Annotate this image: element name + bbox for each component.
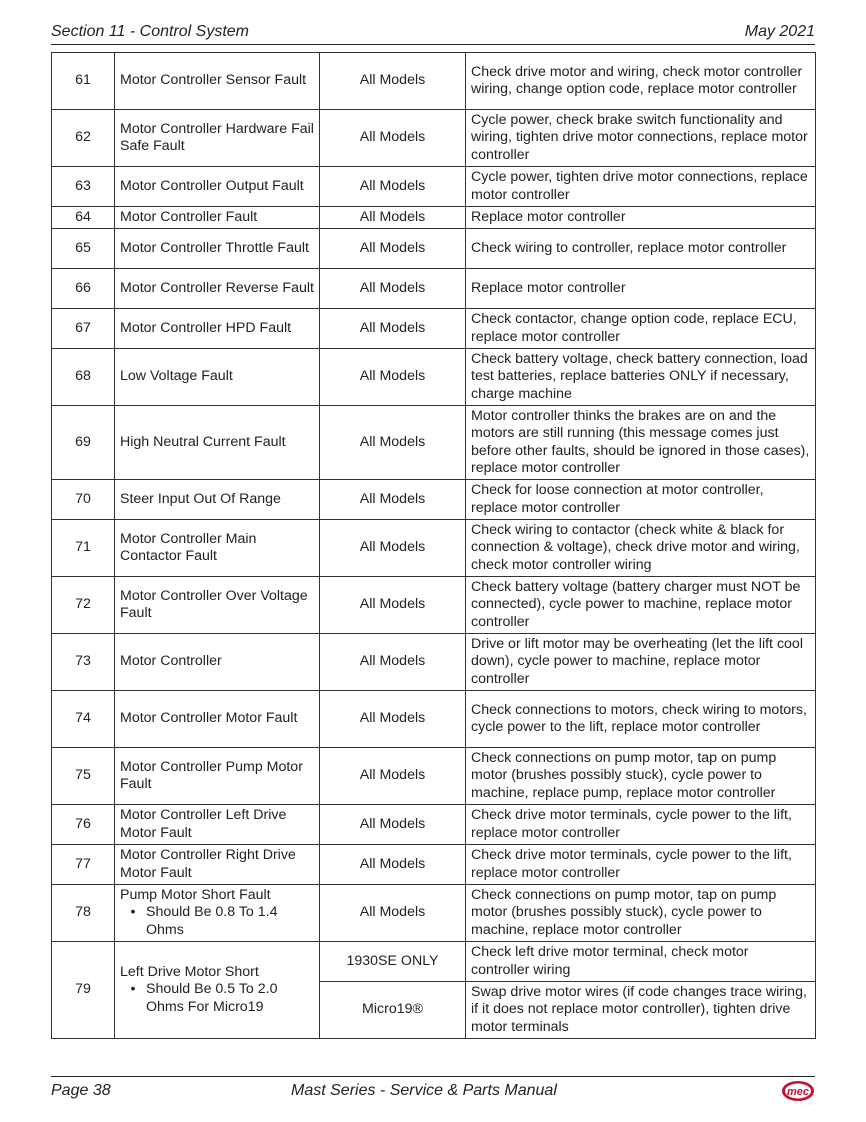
fault-code: 76 (52, 805, 115, 845)
fault-code: 71 (52, 520, 115, 577)
fault-action: Swap drive motor wires (if code changes trace wiring, if it does not replace motor controller), tighten drive motor terminals (466, 982, 816, 1039)
footer-divider (51, 1076, 815, 1077)
fault-models: All Models (320, 691, 466, 748)
fault-models: All Models (320, 480, 466, 520)
fault-models: All Models (320, 634, 466, 691)
fault-action: Check for loose connection at motor controller, replace motor controller (466, 480, 816, 520)
fault-name: Motor Controller Over Voltage Fault (115, 577, 320, 634)
fault-name: Motor Controller Throttle Fault (115, 229, 320, 269)
fault-name: Motor Controller Pump Motor Fault (115, 748, 320, 805)
fault-models: 1930SE ONLY (320, 942, 466, 982)
fault-action: Check drive motor and wiring, check motor controller wiring, change option code, replace motor controller (466, 53, 816, 110)
fault-name: Motor Controller Motor Fault (115, 691, 320, 748)
table-row (52, 805, 816, 845)
table-row (52, 207, 816, 229)
header-date: May 2021 (744, 23, 815, 40)
fault-action: Check connections on pump motor, tap on pump motor (brushes possibly stuck), cycle power to machine, replace pump, replace motor controller (466, 748, 816, 805)
table-row (52, 942, 816, 982)
page-footer (51, 1080, 815, 1104)
fault-table-body (52, 53, 816, 1039)
table-row (52, 634, 816, 691)
mec-logo (781, 1080, 815, 1102)
fault-code: 78 (52, 885, 115, 942)
fault-action: Cycle power, check brake switch functionality and wiring, tighten drive motor connections, replace motor controller (466, 110, 816, 167)
table-row (52, 349, 816, 406)
fault-action: Check wiring to contactor (check white & black for connection & voltage), check drive motor and wiring, check motor controller wiring (466, 520, 816, 577)
fault-action: Replace motor controller (466, 207, 816, 229)
fault-models: All Models (320, 845, 466, 885)
fault-code: 65 (52, 229, 115, 269)
bullet-icon: • (130, 904, 136, 921)
bullet-item (120, 904, 314, 939)
page-header (51, 20, 815, 44)
fault-code: 70 (52, 480, 115, 520)
fault-code: 72 (52, 577, 115, 634)
fault-name: High Neutral Current Fault (115, 406, 320, 480)
fault-models: All Models (320, 269, 466, 309)
fault-name (115, 942, 320, 1039)
fault-name (115, 885, 320, 942)
fault-action: Drive or lift motor may be overheating (let the lift cool down), cycle power to machine, replace motor controller (466, 634, 816, 691)
fault-action: Cycle power, tighten drive motor connections, replace motor controller (466, 167, 816, 207)
fault-action: Motor controller thinks the brakes are on and the motors are still running (this message comes just before other faults, should be ignored in those cases), replace motor controller (466, 406, 816, 480)
table-row (52, 691, 816, 748)
table-row (52, 480, 816, 520)
fault-code: 69 (52, 406, 115, 480)
fault-code: 62 (52, 110, 115, 167)
table-row (52, 269, 816, 309)
table-row (52, 406, 816, 480)
fault-action: Check drive motor terminals, cycle power to the lift, replace motor controller (466, 845, 816, 885)
fault-models: All Models (320, 229, 466, 269)
fault-code: 67 (52, 309, 115, 349)
fault-action: Check left drive motor terminal, check motor controller wiring (466, 942, 816, 982)
fault-models: All Models (320, 349, 466, 406)
fault-action: Check battery voltage (battery charger must NOT be connected), cycle power to machine, replace motor controller (466, 577, 816, 634)
fault-action: Check connections on pump motor, tap on pump motor (brushes possibly stuck), cycle power to machine, replace motor controller (466, 885, 816, 942)
table-row (52, 748, 816, 805)
fault-action: Check contactor, change option code, replace ECU, replace motor controller (466, 309, 816, 349)
bullet-text: Should Be 0.8 To 1.4 Ohms (146, 904, 278, 938)
fault-code: 63 (52, 167, 115, 207)
bullet-icon: • (130, 981, 136, 998)
fault-name: Motor Controller HPD Fault (115, 309, 320, 349)
fault-models: All Models (320, 53, 466, 110)
fault-name: Motor Controller Fault (115, 207, 320, 229)
fault-action: Check wiring to controller, replace motor controller (466, 229, 816, 269)
fault-code: 74 (52, 691, 115, 748)
fault-models: All Models (320, 207, 466, 229)
fault-code: 73 (52, 634, 115, 691)
svg-text:mec: mec (786, 1086, 810, 1098)
fault-name: Motor Controller Output Fault (115, 167, 320, 207)
bullet-item (120, 981, 314, 1016)
table-row (52, 53, 816, 110)
fault-name: Motor Controller Sensor Fault (115, 53, 320, 110)
fault-name: Motor Controller (115, 634, 320, 691)
fault-models: All Models (320, 885, 466, 942)
table-row (52, 167, 816, 207)
table-row (52, 577, 816, 634)
bullet-text: Should Be 0.5 To 2.0 Ohms For Micro19 (146, 981, 278, 1015)
table-row (52, 229, 816, 269)
fault-models: All Models (320, 520, 466, 577)
fault-code: 64 (52, 207, 115, 229)
fault-name: Low Voltage Fault (115, 349, 320, 406)
fault-action: Check battery voltage, check battery connection, load test batteries, replace batteries ONLY if necessary, charge machine (466, 349, 816, 406)
fault-action: Check connections to motors, check wiring to motors, cycle power to the lift, replace motor controller (466, 691, 816, 748)
fault-name: Motor Controller Reverse Fault (115, 269, 320, 309)
fault-name: Motor Controller Right Drive Motor Fault (115, 845, 320, 885)
fault-code: 79 (52, 942, 115, 1039)
page-number: Page 38 (51, 1082, 111, 1099)
table-row (52, 110, 816, 167)
fault-code: 75 (52, 748, 115, 805)
fault-name: Motor Controller Hardware Fail Safe Fault (115, 110, 320, 167)
table-row (52, 885, 816, 942)
fault-name: Motor Controller Main Contactor Fault (115, 520, 320, 577)
fault-models: All Models (320, 406, 466, 480)
fault-code: 68 (52, 349, 115, 406)
table-row (52, 309, 816, 349)
fault-action: Check drive motor terminals, cycle power to the lift, replace motor controller (466, 805, 816, 845)
fault-code: 66 (52, 269, 115, 309)
fault-models: All Models (320, 110, 466, 167)
fault-name: Motor Controller Left Drive Motor Fault (115, 805, 320, 845)
fault-name-text: Left Drive Motor Short (120, 963, 259, 980)
fault-action: Replace motor controller (466, 269, 816, 309)
section-title: Section 11 - Control System (51, 23, 250, 40)
table-row (52, 845, 816, 885)
table-row (52, 520, 816, 577)
fault-models: Micro19® (320, 982, 466, 1039)
fault-code: 77 (52, 845, 115, 885)
fault-models: All Models (320, 805, 466, 845)
fault-models: All Models (320, 167, 466, 207)
fault-models: All Models (320, 748, 466, 805)
fault-code-table (51, 52, 816, 1039)
fault-models: All Models (320, 577, 466, 634)
fault-code: 61 (52, 53, 115, 110)
fault-models: All Models (320, 309, 466, 349)
header-divider (51, 44, 815, 45)
manual-title: Mast Series - Service & Parts Manual (291, 1082, 557, 1099)
fault-name: Steer Input Out Of Range (115, 480, 320, 520)
fault-name-text: Pump Motor Short Fault (120, 886, 271, 903)
